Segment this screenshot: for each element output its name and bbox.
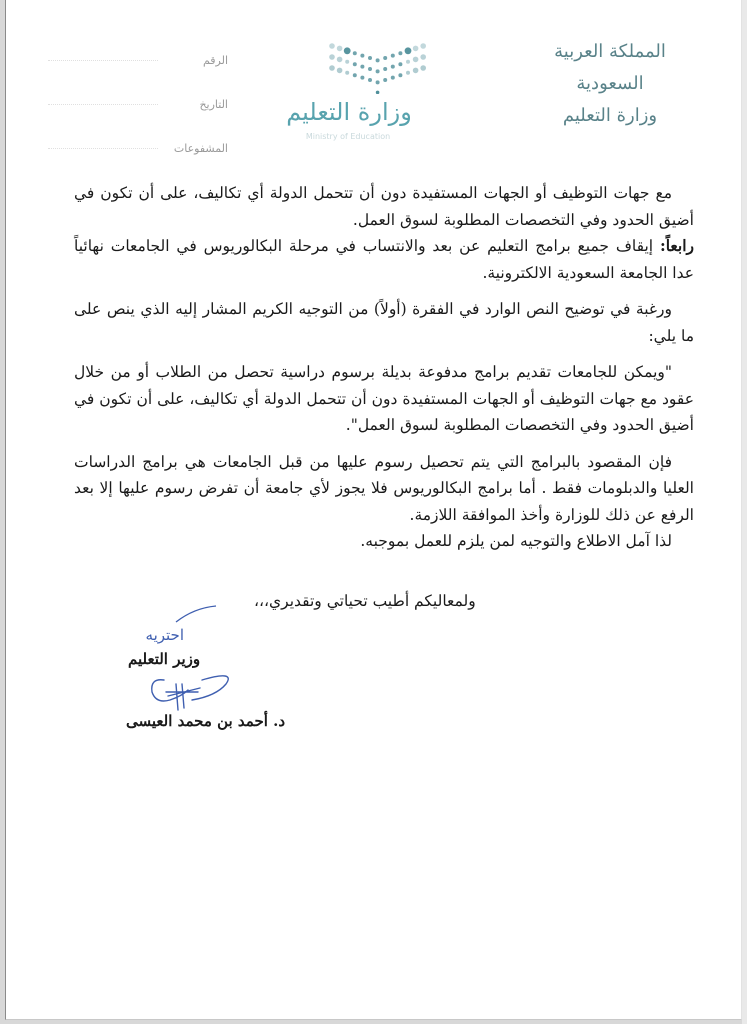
- logo-dot: [344, 47, 351, 54]
- logo-dot: [413, 46, 419, 52]
- field-number-label: الرقم: [202, 53, 228, 67]
- field-number: [48, 38, 228, 82]
- field-date-label: التاريخ: [199, 97, 228, 111]
- paragraph-clarification: ورغبة في توضيح النص الوارد في الفقرة (أولاً) من التوجيه الكريم المشار إليه الذي ينص على ما يلي:: [74, 300, 694, 345]
- handwritten-note: احتريه: [145, 626, 184, 644]
- signatory-title: وزير التعليم: [128, 650, 201, 668]
- field-attachments-line: [48, 147, 158, 149]
- logo-dot: [368, 78, 372, 82]
- ministry-logo: [268, 38, 488, 156]
- logo-dot: [345, 71, 349, 75]
- logo-dot: [376, 58, 380, 62]
- logo-dot: [398, 51, 402, 55]
- logo-dot: [329, 54, 335, 60]
- logo-dot: [383, 67, 387, 71]
- paragraph-fourth-label: رابعاً:: [659, 236, 694, 255]
- logo-dot: [376, 80, 380, 84]
- logo-dot: [420, 65, 426, 71]
- field-attachments: [48, 126, 228, 170]
- logo-dot: [406, 71, 410, 75]
- logo-dot: [398, 62, 402, 66]
- paragraph-quote: "ويمكن للجامعات تقديم برامج مدفوعة بديلة برسوم دراسية تحصل من الطلاب أو من خلال عقود مع جهات التوظيف أو الجهات المستفيدة دون أن تتحمل الدولة أي تكاليف، على أن تكون في أضيق الحدود وفي التخصصات المطلوبة لسوق العمل".: [74, 363, 694, 434]
- logo-dot: [383, 78, 387, 82]
- closing-greeting: ولمعاليكم أطيب تحياتي وتقديري،،،: [254, 592, 476, 610]
- logo-arabic-text: وزارة التعليم: [286, 98, 412, 126]
- logo-dots-icon: [326, 38, 430, 94]
- paragraph-request: لذا آمل الاطلاع والتوجيه لمن يلزم للعمل بموجبه.: [360, 532, 672, 550]
- logo-dot: [329, 43, 335, 49]
- logo-dot: [360, 54, 364, 58]
- letterhead-issuer: [525, 36, 695, 132]
- logo-dot: [406, 60, 410, 64]
- logo-dot: [353, 62, 357, 66]
- paragraph-continued: مع جهات التوظيف أو الجهات المستفيدة دون أن تتحمل الدولة أي تكاليف، على أن تكون في أضيق الحدود وفي التخصصات المطلوبة لسوق العمل.: [74, 184, 694, 229]
- letter-page: [5, 0, 742, 1020]
- logo-dot: [360, 76, 364, 80]
- paragraph-fourth-text: إيقاف جميع برامج التعليم عن بعد والانتساب في مرحلة البكالوريوس في الجامعات نهائياً عدا الجامعة السعودية الالكترونية.: [74, 237, 694, 282]
- paragraph-meaning: فإن المقصود بالبرامج التي يتم تحصيل رسوم عليها من قبل الجامعات هي برامج الدراسات العليا والدبلومات فقط . أما برامج البكالوريوس فلا يجوز لأي جامعة أن تفرض رسوم عليها إلا بعد الرفع عن ذلك للوزارة وأخذ الموافقة اللازمة.: [74, 452, 694, 524]
- logo-dot: [420, 43, 426, 49]
- paragraph-fourth: [74, 233, 694, 286]
- signatory-name: د. أحمد بن محمد العيسى: [126, 712, 286, 730]
- logo-dot: [420, 54, 426, 60]
- ministry-name: وزارة التعليم: [562, 105, 658, 126]
- logo-dot: [368, 67, 372, 71]
- reference-fields: [48, 38, 228, 170]
- field-attachments-label: المشفوعات: [173, 141, 228, 155]
- field-date-line: [48, 103, 158, 105]
- logo-dot: [353, 73, 357, 77]
- logo-dot: [337, 57, 343, 63]
- scan-edge: [742, 0, 747, 1024]
- logo-dot: [383, 56, 387, 60]
- logo-dot: [391, 65, 395, 69]
- logo-english-text: Ministry of Education: [305, 132, 391, 141]
- logo-dot: [345, 60, 349, 64]
- logo-dot: [329, 65, 335, 71]
- logo-dot: [391, 54, 395, 58]
- letter-body: [74, 180, 694, 555]
- logo-dot: [398, 73, 402, 77]
- logo-dot: [337, 68, 343, 74]
- country-name: المملكة العربية السعودية: [554, 41, 666, 94]
- logo-dot: [376, 69, 380, 73]
- field-date: [48, 82, 228, 126]
- logo-dot: [353, 51, 357, 55]
- logo-dot: [337, 46, 343, 52]
- signature-block: [106, 592, 476, 750]
- logo-dot: [360, 65, 364, 69]
- field-number-line: [48, 59, 158, 61]
- logo-dot: [391, 76, 395, 80]
- logo-dot: [376, 91, 380, 94]
- logo-dot: [413, 68, 419, 74]
- logo-dot: [405, 47, 412, 54]
- logo-dot: [413, 57, 419, 63]
- logo-dot: [368, 56, 372, 60]
